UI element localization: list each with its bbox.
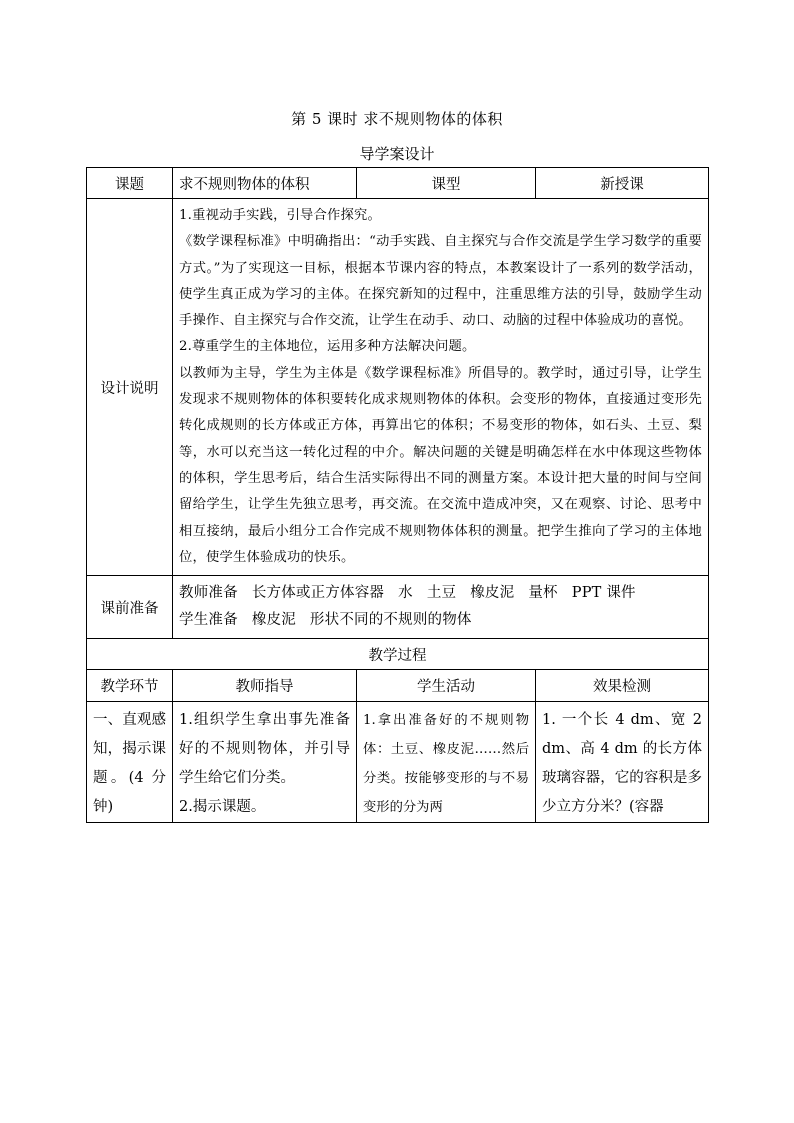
document-subtitle: 导学案设计 xyxy=(359,145,435,163)
column-header: 教师指导 xyxy=(173,670,357,702)
design-paragraph: 2.尊重学生的主体地位，运用多种方法解决问题。 xyxy=(179,339,476,355)
preparation-content xyxy=(173,576,709,639)
step-check-text: 1. 一个长 4 dm、宽 2 dm、高 4 dm 的长方体玻璃容器，它的容积是多少立方分米？(容器 xyxy=(542,712,702,816)
column-header: 效果检测 xyxy=(536,670,709,702)
design-row xyxy=(87,199,709,576)
column-header: 学生活动 xyxy=(357,670,536,702)
topic-row xyxy=(87,168,709,199)
step-check xyxy=(536,702,709,823)
prep-item: 教师准备 xyxy=(179,585,238,602)
prep-item: 水 xyxy=(398,585,413,602)
design-paragraph: 《数学课程标准》中明确指出：“动手实践、自主探究与合作交流是学生学习数学的重要方式。”为了实现这一目标，根据本节课内容的特点，本教案设计了一系列的数学活动，使学生真正成为学习的主体。在探究新知的过程中，注重思维方法的引导，鼓励学生动手操作、自主探究与合作交流，让学生在动手、动口、动脑的过程中体验成功的喜悦。 xyxy=(179,234,702,329)
process-header: 教学过程 xyxy=(87,639,709,670)
step-teacher-text: 1.组织学生拿出事先准备好的不规则物体，并引导学生给它们分类。 2.揭示课题。 xyxy=(179,712,350,816)
teacher-preparation xyxy=(179,580,702,607)
prep-item: 橡皮泥 xyxy=(470,585,515,602)
preparation-label: 课前准备 xyxy=(87,576,173,639)
lesson-plan-table xyxy=(86,167,709,823)
topic-value: 求不规则物体的体积 xyxy=(173,168,357,199)
preparation-row xyxy=(87,576,709,639)
lesson-type-value: 新授课 xyxy=(536,168,709,199)
prep-item: 土豆 xyxy=(426,585,457,602)
design-label: 设计说明 xyxy=(87,199,173,576)
process-header-row xyxy=(87,639,709,670)
step-student-text: 1.拿出准备好的不规则物体：土豆、橡皮泥……然后分类。按能够变形的与不易变形的分为两 xyxy=(363,713,529,816)
student-preparation xyxy=(179,607,702,634)
prep-item: 形状不同的不规则的物体 xyxy=(309,612,472,629)
prep-item: 橡皮泥 xyxy=(251,612,296,629)
step-student xyxy=(357,702,536,823)
topic-label: 课题 xyxy=(87,168,173,199)
step-stage-text: 一、直观感知，揭示课题。(4 分钟) xyxy=(93,712,166,816)
design-paragraph: 以教师为主导，学生为主体是《数学课程标准》所倡导的。教学时，通过引导，让学生发现求不规则物体的体积要转化成求规则物体的体积。会变形的物体，直接通过变形先转化成规则的长方体或正方体，再算出它的体积；不易变形的物体，如石头、土豆、梨等，水可以充当这一转化过程的中介。解决问题的关键是明确怎样在水中体现这些物体的体积，学生思考后，结合生活实际得出不同的测量方案。本设计把大量的时间与空间留给学生，让学生先独立思考，再交流。在交流中造成冲突，又在观察、讨论、思考中相互接纳，最后小组分工合作完成不规则物体体积的测量。把学生推向了学习的主体地位，使学生体验成功的快乐。 xyxy=(179,365,702,565)
column-header: 教学环节 xyxy=(87,670,173,702)
step-teacher xyxy=(173,702,357,823)
column-header-row xyxy=(87,670,709,702)
prep-item: 量杯 xyxy=(528,585,558,602)
prep-item: 长方体或正方体容器 xyxy=(251,585,385,602)
prep-item: PPT 课件 xyxy=(571,585,636,602)
step-row xyxy=(87,702,709,823)
lesson-title: 第 5 课时 求不规则物体的体积 xyxy=(291,110,503,128)
design-description xyxy=(173,199,709,576)
prep-item: 学生准备 xyxy=(179,612,238,629)
design-paragraph: 1.重视动手实践，引导合作探究。 xyxy=(179,208,382,223)
lesson-type-label: 课型 xyxy=(357,168,536,199)
step-stage xyxy=(87,702,173,823)
